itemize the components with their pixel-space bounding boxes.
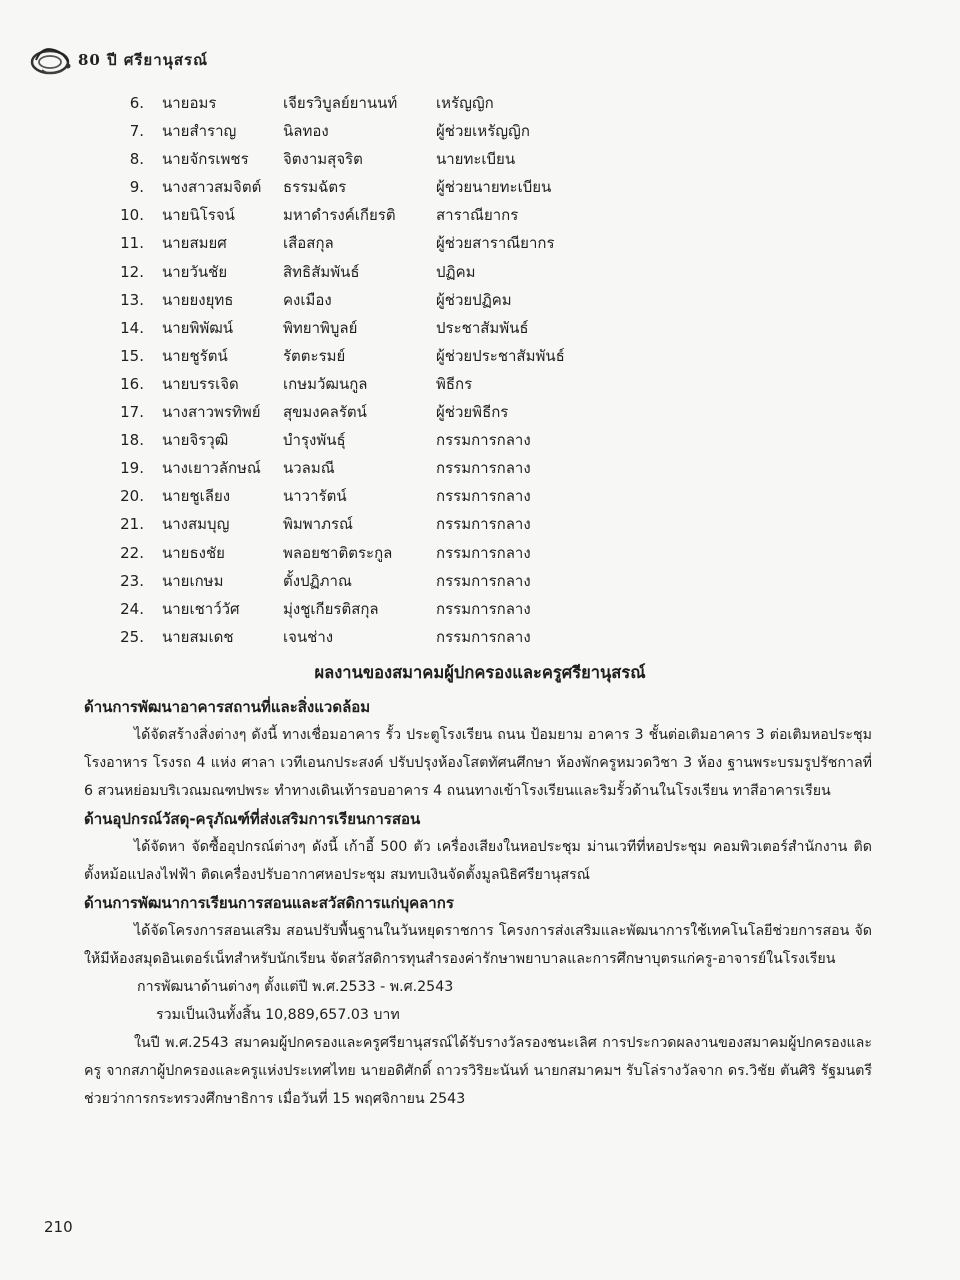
roster-row [0, 89, 960, 117]
roster-row [0, 173, 960, 201]
roster-first-name: นายพิพัฒน์ [162, 318, 234, 337]
summary-line: การพัฒนาด้านต่างๆ ตั้งแต่ปี พ.ศ.2533 - พ.ศ.2543 [137, 979, 454, 995]
roster-first-name: นายชูรัตน์ [162, 346, 228, 365]
roster-row [0, 314, 960, 342]
roster-first-name: นายอมร [162, 94, 217, 112]
roster-last-name: เสือสกุล [283, 234, 334, 253]
roster-last-name: เกษมวัฒนกูล [283, 374, 368, 393]
roster-position: ผู้ช่วยพิธีกร [436, 403, 509, 422]
roster-first-name: นายจักรเพชร [162, 150, 249, 169]
roster-row [0, 398, 960, 426]
roster-number: 10. [120, 206, 144, 225]
roster-row [0, 623, 960, 651]
roster-last-name: คงเมือง [283, 290, 332, 309]
roster-last-name: เจนช่าง [283, 627, 334, 646]
roster-last-name: เจียรวิบูลย์ยานนท์ [283, 94, 398, 112]
roster-row [0, 595, 960, 623]
subsection-heading-teaching: ด้านการพัฒนาการเรียนการสอนและสวัสดิการแก่บุคลากร [84, 894, 454, 912]
roster-first-name: นายเชาว์วัศ [162, 599, 240, 618]
roster-row [0, 454, 960, 482]
roster-last-name: สิทธิสัมพันธ์ [283, 262, 360, 281]
roster-last-name: จิตงามสุจริต [283, 150, 363, 169]
roster-position: เหรัญญิก [436, 94, 494, 112]
roster-number: 21. [120, 515, 144, 534]
roster-first-name: นางสาวสมจิตต์ [162, 178, 262, 197]
roster-last-name: นาวารัตน์ [283, 487, 347, 506]
roster-last-name: มุ่งชูเกียรติสกุล [283, 599, 379, 618]
roster-last-name: สุขมงคลรัตน์ [283, 403, 367, 422]
roster-first-name: นายธงชัย [162, 543, 225, 562]
subsection-body-facilities: ได้จัดสร้างสิ่งต่างๆ ดังนี้ ทางเชื่อมอาคาร รั้ว ประตูโรงเรียน ถนน ป้อมยาม อาคาร 3 ชั้นต่อเติมอาคาร 3 ต่อเติมหอประชุม โรงอาหาร โรงรถ 4 แห่ง ศาลา เวทีเอนกประสงค์ ปรับปรุงห้องโสตทัศนศึกษา ห้องพักครูหมวดวิชา 3 ห้อง ฐานพระบรมรูปรัชกาลที่ 6 สวนหย่อมบริเวณมณฑปพระ ทำทางเดินเท้ารอบอาคาร 4 ถนนทางเข้าโรงเรียนและริมรั้วด้านในโรงเรียน ทาสีอาคารเรียน [84, 727, 872, 799]
roster-first-name: นายสำราญ [162, 122, 237, 141]
roster-position: กรรมการกลาง [436, 431, 531, 450]
roster-number: 19. [120, 459, 144, 478]
roster-number: 7. [129, 122, 144, 141]
committee-roster [0, 89, 960, 651]
roster-number: 17. [120, 403, 144, 422]
school-emblem-icon [28, 40, 74, 80]
roster-last-name: พิทยาพิบูลย์ [283, 318, 358, 337]
roster-position: พิธีกร [436, 374, 473, 393]
roster-position: กรรมการกลาง [436, 627, 531, 646]
roster-row [0, 145, 960, 173]
roster-last-name: ตั้งปฏิภาณ [283, 571, 352, 590]
roster-first-name: นางสมบุญ [162, 515, 230, 534]
roster-number: 22. [120, 543, 144, 562]
roster-position: กรรมการกลาง [436, 515, 531, 534]
roster-number: 14. [120, 318, 144, 337]
roster-row [0, 567, 960, 595]
roster-position: ประชาสัมพันธ์ [436, 318, 529, 337]
roster-number: 25. [120, 627, 144, 646]
roster-last-name: นวลมณี [283, 459, 335, 478]
roster-row [0, 258, 960, 286]
roster-position: ผู้ช่วยประชาสัมพันธ์ [436, 346, 565, 365]
subsection-body-equipment: ได้จัดหา จัดซื้ออุปกรณ์ต่างๆ ดังนี้ เก้าอี้ 500 ตัว เครื่องเสียงในหอประชุม ม่านเวทีที่หอประชุม คอมพิวเตอร์สำนักงาน ติดตั้งหม้อแปลงไฟฟ้า ติดเครื่องปรับอากาศหอประชุม สมทบเงินจัดตั้งมูลนิธิศรียานุสรณ์ [84, 839, 872, 883]
roster-position: กรรมการกลาง [436, 543, 531, 562]
roster-row [0, 286, 960, 314]
roster-number: 6. [129, 94, 144, 112]
roster-number: 12. [120, 262, 144, 281]
roster-position: กรรมการกลาง [436, 487, 531, 506]
roster-position: นายทะเบียน [436, 150, 516, 169]
header-title: 80 ปี ศรียานุสรณ์ [78, 51, 209, 69]
award-paragraph: ในปี พ.ศ.2543 สมาคมผู้ปกครองและครูศรียานุสรณ์ได้รับรางวัลรองชนะเลิศ การประกวดผลงานของสมาคมผู้ปกครองและครู จากสภาผู้ปกครองและครูแห่งประเทศไทย นายอดิศักดิ์ ถาวรวิริยะนันท์ นายกสมาคมฯ รับโล่รางวัลจาก ดร.วิชัย ตันศิริ รัฐมนตรีช่วยว่าการกระทรวงศึกษาธิการ เมื่อวันที่ 15 พฤศจิกายน 2543 [84, 1035, 872, 1107]
roster-position: ผู้ช่วยสาราณียากร [436, 234, 555, 253]
roster-number: 24. [120, 599, 144, 618]
roster-first-name: นางสาวพรทิพย์ [162, 403, 261, 422]
roster-last-name: ธรรมฉัตร [283, 178, 347, 197]
section-title: ผลงานของสมาคมผู้ปกครองและครูศรียานุสรณ์ [314, 663, 646, 682]
roster-position: กรรมการกลาง [436, 571, 531, 590]
roster-position: สาราณียากร [436, 206, 519, 225]
roster-first-name: นายนิโรจน์ [162, 206, 235, 225]
roster-first-name: นายวันชัย [162, 262, 228, 281]
roster-row [0, 229, 960, 257]
roster-first-name: นายสมเดช [162, 627, 234, 646]
roster-first-name: นายเกษม [162, 571, 224, 590]
roster-row [0, 117, 960, 145]
roster-row [0, 342, 960, 370]
roster-last-name: มหาดำรงค์เกียรติ [283, 206, 396, 225]
subsection-heading-facilities: ด้านการพัฒนาอาคารสถานที่และสิ่งแวดล้อม [84, 698, 371, 716]
roster-number: 18. [120, 431, 144, 450]
roster-position: ผู้ช่วยเหรัญญิก [436, 122, 530, 141]
roster-position: ผู้ช่วยนายทะเบียน [436, 178, 552, 197]
roster-number: 20. [120, 487, 144, 506]
roster-first-name: นายสมยศ [162, 234, 227, 253]
roster-number: 11. [120, 234, 144, 253]
roster-row [0, 510, 960, 538]
roster-number: 9. [129, 178, 144, 197]
roster-first-name: นายจิรวุฒิ [162, 431, 229, 450]
roster-last-name: พิมพาภรณ์ [283, 515, 353, 534]
roster-last-name: นิลทอง [283, 122, 329, 141]
roster-last-name: บำรุงพันธุ์ [283, 431, 346, 450]
subsection-heading-equipment: ด้านอุปกรณ์วัสดุ-ครุภัณฑ์ที่ส่งเสริมการเรียนการสอน [84, 810, 421, 828]
roster-last-name: พลอยชาติตระกูล [283, 543, 393, 562]
roster-first-name: นายยงยุทธ [162, 290, 234, 309]
page-number: 210 [44, 1218, 73, 1236]
subsection-body-teaching: ได้จัดโครงการสอนเสริม สอนปรับพื้นฐานในวันหยุดราชการ โครงการส่งเสริมและพัฒนาการใช้เทคโนโลยีช่วยการสอน จัดให้มีห้องสมุดอินเตอร์เน็ทสำหรับนักเรียน จัดสวัสดิการทุนสำรองค่ารักษาพยาบาลและการศึกษาบุตรแก่ครู-อาจารย์ในโรงเรียน [84, 923, 872, 967]
section-content [84, 693, 872, 1113]
roster-first-name: นางเยาวลักษณ์ [162, 459, 261, 478]
roster-last-name: รัตตะรมย์ [283, 346, 346, 365]
roster-row [0, 539, 960, 567]
roster-row [0, 482, 960, 510]
roster-number: 8. [129, 150, 144, 169]
roster-first-name: นายบรรเจิด [162, 374, 239, 393]
roster-position: กรรมการกลาง [436, 459, 531, 478]
total-line: รวมเป็นเงินทั้งสิ้น 10,889,657.03 บาท [156, 1007, 400, 1023]
roster-row [0, 370, 960, 398]
roster-position: ปฏิคม [436, 262, 476, 281]
roster-number: 23. [120, 571, 144, 590]
roster-row [0, 426, 960, 454]
roster-first-name: นายชูเลียง [162, 487, 231, 506]
roster-row [0, 201, 960, 229]
roster-number: 16. [120, 374, 144, 393]
page-header [28, 40, 208, 80]
roster-position: กรรมการกลาง [436, 599, 531, 618]
roster-number: 15. [120, 346, 144, 365]
roster-position: ผู้ช่วยปฏิคม [436, 290, 512, 309]
roster-number: 13. [120, 290, 144, 309]
